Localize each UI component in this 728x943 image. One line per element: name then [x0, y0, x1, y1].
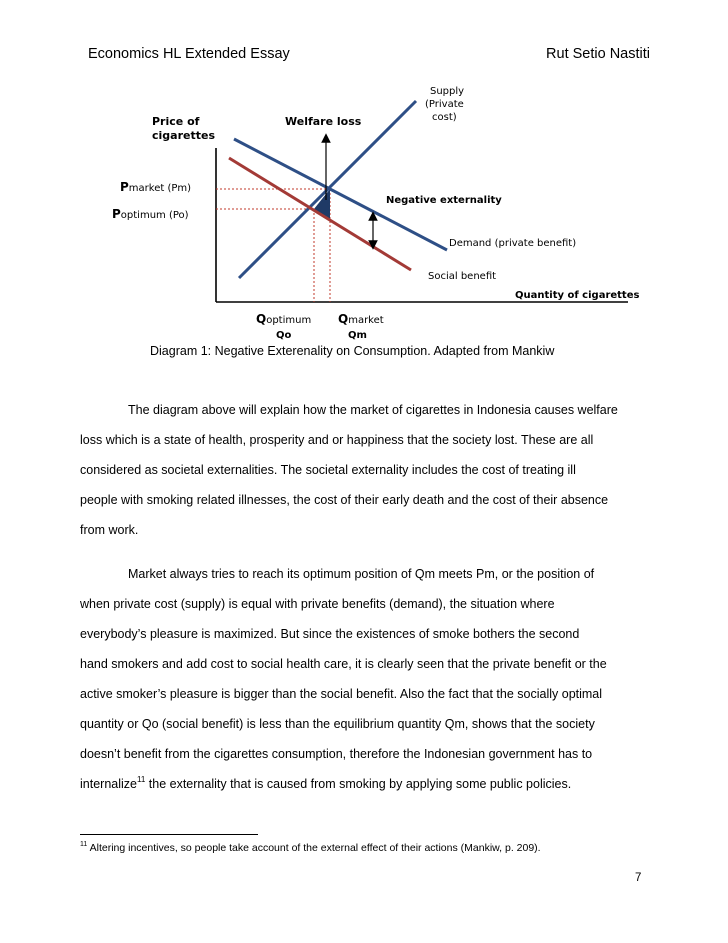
- social-benefit-curve: [229, 158, 411, 270]
- qm-label: Qm: [348, 330, 367, 341]
- paragraph-1: [80, 395, 655, 545]
- y-axis-title-line2: cigarettes: [152, 129, 215, 142]
- paragraph-1-line-4: people with smoking related illnesses, the cost of their early death and the cost of their absence: [80, 493, 609, 507]
- supply-label-line2: (Private: [425, 99, 464, 110]
- externality-diagram: [0, 0, 728, 345]
- pmarket-rest: market (Pm): [128, 183, 192, 194]
- paragraph-1-line-5: from work.: [80, 523, 139, 537]
- supply-label-line3: cost): [432, 112, 457, 123]
- footnote-separator: [80, 834, 258, 835]
- paragraph-2-line-2: when private cost (supply) is equal with private benefits (demand), the situation where: [80, 597, 555, 611]
- paragraph-1-line-1: The diagram above will explain how the market of cigarettes in Indonesia causes welfare: [128, 403, 618, 417]
- paragraph-2-line-7: doesn’t benefit from the cigarettes consumption, therefore the Indonesian government has to: [80, 747, 593, 761]
- diagram-caption: Diagram 1: Negative Exterenality on Consumption. Adapted from Mankiw: [150, 344, 555, 358]
- qoptimum-rest: optimum: [266, 315, 312, 326]
- header-author: Rut Setio Nastiti: [546, 46, 650, 62]
- footnote-ref-11[interactable]: 11: [136, 775, 146, 784]
- paragraph-2-line-1: Market always tries to reach its optimum position of Qm meets Pm, or the position of: [128, 567, 595, 581]
- poptimum-rest: optimum (Po): [120, 210, 189, 221]
- paragraph-2-line-8-rest: the externality that is caused from smoking by applying some public policies.: [145, 777, 572, 791]
- x-axis-title: Quantity of cigarettes: [515, 290, 640, 301]
- paragraph-2: [80, 559, 655, 799]
- poptimum-label: [112, 207, 189, 221]
- supply-label-line1: Supply: [430, 86, 465, 97]
- footnote: [80, 842, 541, 854]
- page-number: 7: [635, 872, 642, 884]
- negative-externality-label: Negative externality: [386, 195, 502, 206]
- qoptimum-prefix: Q: [256, 312, 267, 326]
- paragraph-2-line-5: active smoker’s pleasure is bigger than the social benefit. Also the fact that the socially optimal: [80, 687, 603, 701]
- qmarket-prefix: Q: [338, 312, 349, 326]
- welfare-loss-label: Welfare loss: [285, 115, 362, 128]
- qmarket-rest: market: [348, 315, 384, 326]
- poptimum-prefix: P: [112, 207, 121, 221]
- y-axis-title-line1: Price of: [152, 115, 200, 128]
- footnote-text: Altering incentives, so people take account of the external effect of their actions (Mankiw, p. 209).: [87, 842, 541, 854]
- internalize-word: internalize: [80, 777, 137, 791]
- paragraph-2-line-4: hand smokers and add cost to social health care, it is clearly seen that the private benefit or the: [80, 657, 607, 671]
- qoptimum-label: [256, 312, 311, 326]
- paragraph-2-line-6: quantity or Qo (social benefit) is less than the equilibrium quantity Qm, shows that the society: [80, 717, 595, 731]
- social-benefit-label: Social benefit: [428, 271, 497, 282]
- qmarket-label: [338, 312, 384, 326]
- paragraph-2-line-3: everybody’s pleasure is maximized. But since the existences of smoke bothers the second: [80, 627, 580, 641]
- footnote-number: 11: [80, 841, 88, 848]
- qo-label: Qo: [276, 330, 292, 341]
- pmarket-prefix: P: [120, 180, 129, 194]
- paragraph-1-line-2: loss which is a state of health, prosperity and or happiness that the society lost. These are all: [80, 433, 594, 447]
- paragraph-2-line-8: [80, 769, 655, 799]
- paragraph-1-line-3: considered as societal externalities. The societal externality includes the cost of treating ill: [80, 463, 576, 477]
- pmarket-label: [120, 180, 191, 194]
- demand-label: Demand (private benefit): [449, 238, 577, 249]
- header-title: Economics HL Extended Essay: [88, 46, 290, 62]
